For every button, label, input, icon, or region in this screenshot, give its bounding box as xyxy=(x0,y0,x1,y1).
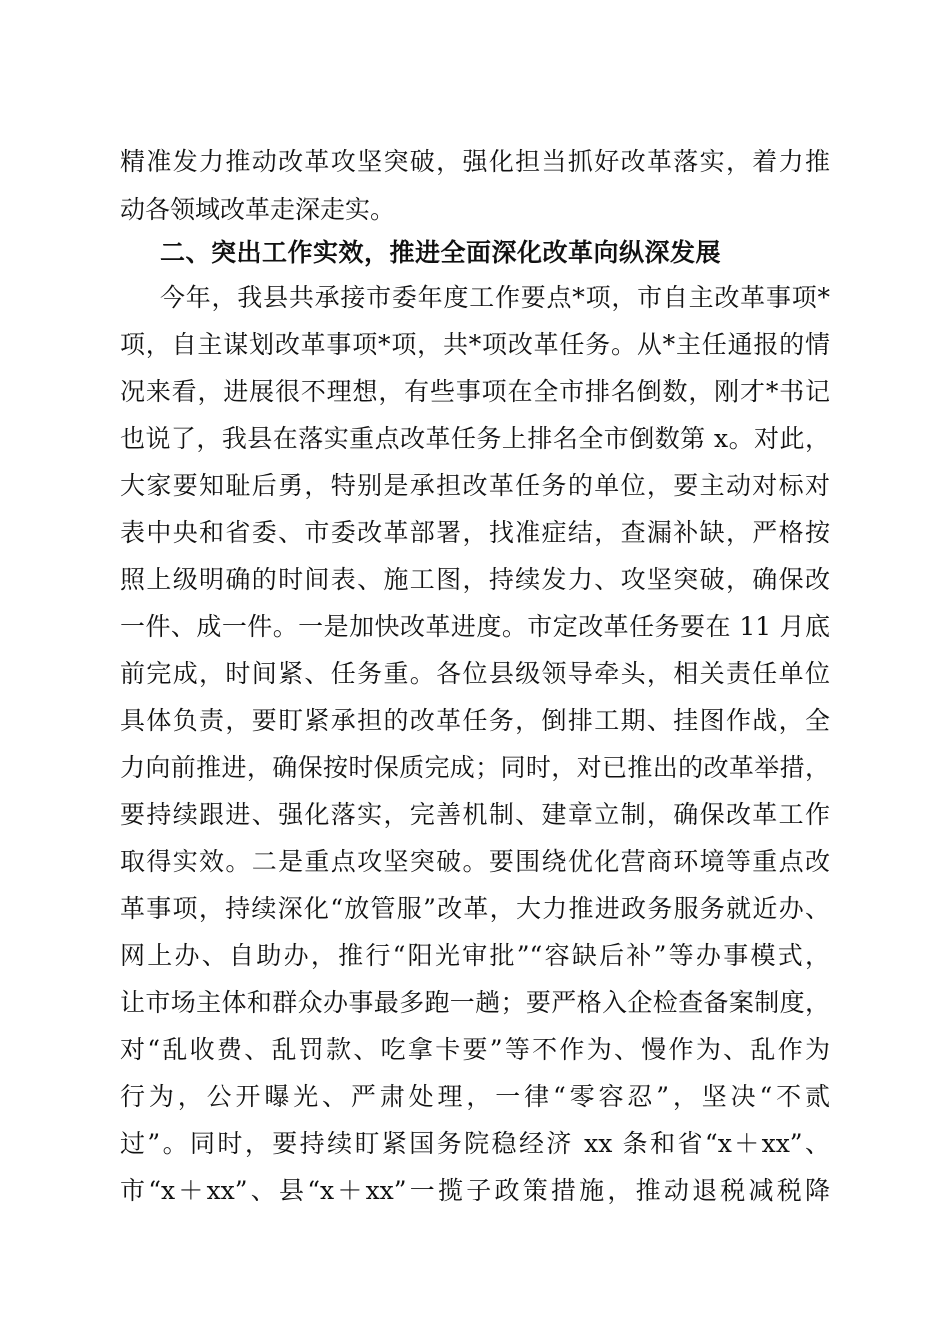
text-line: 照上级明确的时间表、施工图，持续发力、攻坚突破，确保改 xyxy=(120,565,830,594)
text-line: 取得实效。二是重点攻坚突破。要围绕优化营商环境等重点改 xyxy=(120,847,830,876)
text-line: 具体负责，要盯紧承担的改革任务，倒排工期、挂图作战，全 xyxy=(120,706,830,735)
text-line: 网上办、自助办，推行“阳光审批”“容缺后补”等办事模式， xyxy=(120,941,830,970)
text-line: 动各领域改革走深走实。 xyxy=(120,195,396,224)
text-line: 表中央和省委、市委改革部署，找准症结，查漏补缺，严格按 xyxy=(120,518,830,547)
text-line: 力向前推进，确保按时保质完成；同时，对已推出的改革举措， xyxy=(120,753,830,782)
text-line: 大家要知耻后勇，特别是承担改革任务的单位，要主动对标对 xyxy=(120,471,830,500)
text-line: 市“x＋xx”、县“x＋xx”一揽子政策措施，推动退税减税降 xyxy=(120,1176,830,1205)
text-line: 精准发力推动改革攻坚突破，强化担当抓好改革落实，着力推 xyxy=(120,147,830,176)
text-line: 让市场主体和群众办事最多跑一趟；要严格入企检查备案制度， xyxy=(120,988,830,1017)
text-line: 行为，公开曝光、严肃处理，一律“零容忍”，坚决“不贰 xyxy=(120,1082,830,1111)
text-line: 革事项，持续深化“放管服”改革，大力推进政务服务就近办、 xyxy=(120,894,830,923)
text-line: 对“乱收费、乱罚款、吃拿卡要”等不作为、慢作为、乱作为 xyxy=(120,1035,830,1064)
text-line: 况来看，进展很不理想，有些事项在全市排名倒数，刚才*书记 xyxy=(120,377,830,406)
text-line: 项，自主谋划改革事项*项，共*项改革任务。从*主任通报的情 xyxy=(120,330,830,359)
text-line: 过”。同时，要持续盯紧国务院稳经济 xx 条和省“x＋xx”、 xyxy=(120,1129,830,1158)
section-heading: 二、突出工作实效，推进全面深化改革向纵深发展 xyxy=(160,238,722,267)
text-line: 要持续跟进、强化落实，完善机制、建章立制，确保改革工作 xyxy=(120,800,830,829)
text-line: 一件、成一件。一是加快改革进度。市定改革任务要在 11 月底 xyxy=(120,612,830,641)
text-line: 也说了，我县在落实重点改革任务上排名全市倒数第 x。对此， xyxy=(120,424,830,453)
text-line: 前完成，时间紧、任务重。各位县级领导牵头，相关责任单位 xyxy=(120,659,830,688)
text-line: 今年，我县共承接市委年度工作要点*项，市自主改革事项* xyxy=(160,283,830,312)
